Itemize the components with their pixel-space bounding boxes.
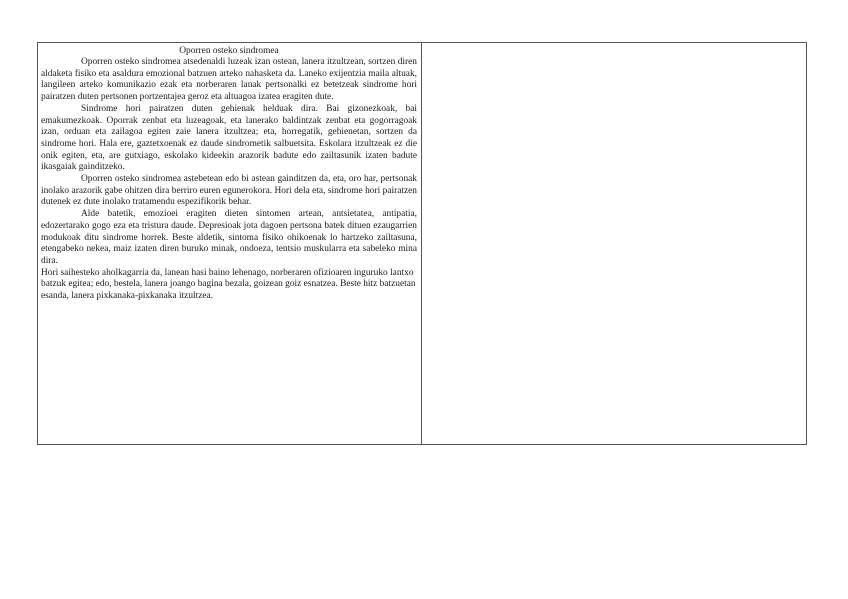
table-cell-left [38, 43, 422, 444]
article-title: Oporren osteko sindromea [179, 46, 279, 56]
paragraph-5: Hori saihesteko aholkagarria da, lanean hasi baino lehenago, norberaren ofizioaren inguruko lantxo batzuk egitea; edo, bestela, lanera joango bagina bezala, goizean goiz esnatzea. Beste hitz batzuetan esanda, lanera pixkanaka-pixkanaka itzultzea. [41, 267, 416, 302]
document-table [37, 42, 807, 445]
paragraph-3: Oporren osteko sindromea astebetean edo bi astean gainditzen da, eta, oro har, pertsonak inolako arazorik gabe ohitzen dira berriro euren egunerokora. Hori dela eta, sindrome hori pairatzen dutenek ez dute inolako tratamendu espezifikorik behar. [41, 174, 417, 208]
paragraph-4: Alde batetik, emozioei eragiten dieten sintomen artean, antsietatea, antipatia, edozertarako gogo eza eta tristura daude. Depresioak jota dagoen pertsona batek dituen ezaugarrien modukoak ditu sindrome horrek. Beste aldetik, sintoma fisiko ohikoenak lo hartzeko zailtasuna, etengabeko nekea, maiz izaten diren buruko minak, ondoeza, tentsio muskularra eta sabeleko mina dira. [41, 209, 417, 266]
paragraph-1: Oporren osteko sindromea atsedenaldi luzeak izan ostean, lanera itzultzean, sortzen diren aldaketa fisiko eta asaldura emozional batzuen arteko nahasketa da. Laneko exijentzia maila altuak, langileen arteko komunikazio ezak eta norberaren lanak pertsonalki ez betetzeak sindrome hori pairatzen duten pertsonen portzentajea geroz eta altuagoa izatea eragiten dute. [41, 57, 417, 103]
table-cell-right [422, 43, 806, 444]
paragraph-2: Sindrome hori pairatzen duten gehienak helduak dira. Bai gizonezkoak, bai emakumezkoak. Oporrak zenbat eta luzeagoak, eta lanerako baldintzak zenbat eta gogorragoak izan, orduan eta zailagoa egiten zaie lanera itzultzea; eta, horregatik, gehienetan, sortzen da sindrome hori. Hala ere, gaztetxoenak ez daude sindrometik salbuetsita. Eskolara itzultzeak ez die onik egiten, eta, are gutxiago, eskolako kideekin arazorik badute edo zailtasunik izaten badute ikasgaiak gainditzeko. [41, 103, 417, 173]
